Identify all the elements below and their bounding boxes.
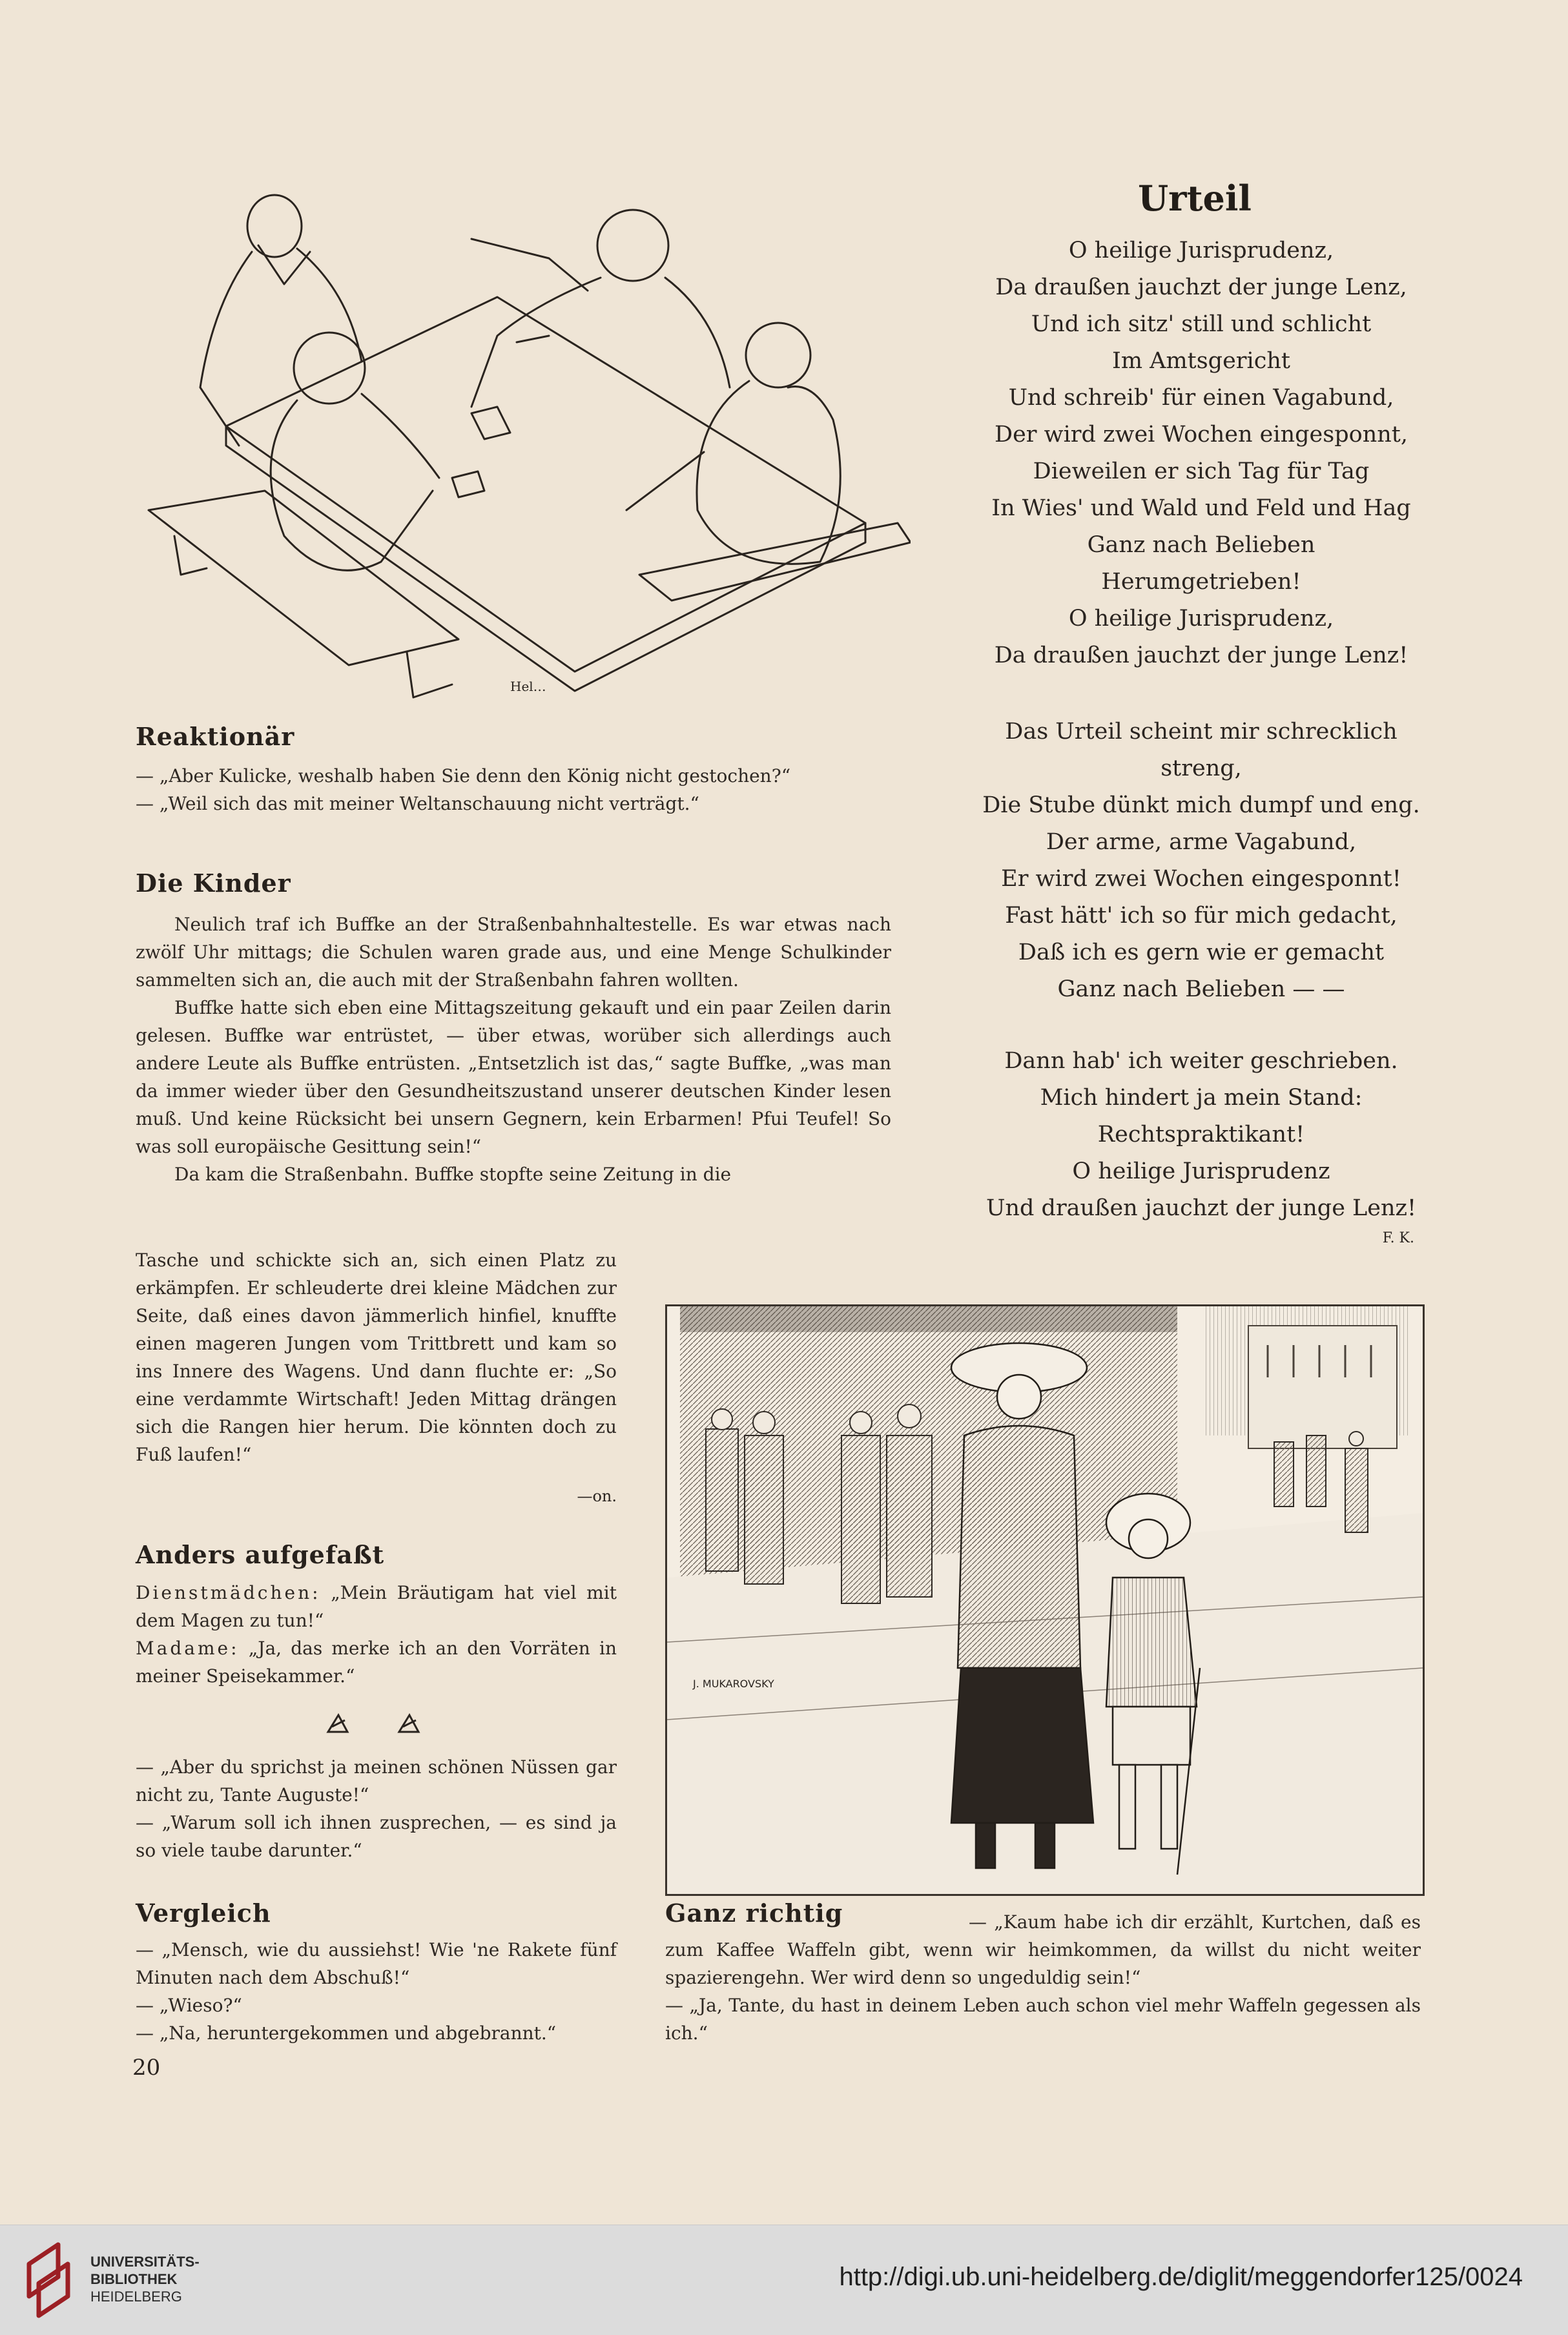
poem-line: Der arme, arme Vagabund, [1046,829,1357,855]
library-name [90,2253,200,2305]
ganz-title: Ganz richtig [665,1898,843,1928]
poem-line: Und schreib' für einen Vagabund, [1008,385,1394,411]
poem-line: In Wies' und Wald und Feld und Hag [991,495,1411,521]
poem-line: Daß ich es gern wie er gemacht [1018,940,1385,965]
dialogue-line: „Mein Bräutigam hat viel mit dem Magen zu tun!“ [136,1582,617,1631]
ganz-text-2: — „Ja, Tante, du hast in deinem Leben auch schon viel mehr Waffeln gegessen als ich.“ [665,1995,1421,2044]
poem-line: Und ich sitz' still und schlicht [1031,311,1372,337]
poem-line: Fast hätt' ich so für mich gedacht, [1005,903,1398,929]
library-name-line: HEIDELBERG [90,2289,182,2305]
reaktionaer-text [136,762,891,818]
poem-line: O heilige Jurisprudenz [1072,1158,1330,1184]
street-scene-drawing [667,1306,1423,1894]
poem-stanza-3 [917,1043,1485,1227]
kinder-text [136,910,891,1188]
poem-line: Der wird zwei Wochen eingesponnt, [995,422,1408,447]
poem-line: Ganz nach Belieben — — [1057,976,1345,1002]
poem-line: O heilige Jurisprudenz, [1068,238,1334,263]
dialogue-line: — „Warum soll ich ihnen zusprechen, — es sind ja so viele taube darunter.“ [136,1812,617,1861]
kinder-signature: —on. [577,1487,617,1505]
kinder-text-continued [136,1246,617,1468]
poem-line: Ganz nach Belieben [1087,532,1315,558]
source-url-link[interactable]: http://digi.ub.uni-heidelberg.de/diglit/meggendorfer125/0024 [839,2263,1523,2291]
kinder-paragraph: Buffke hatte sich eben eine Mittagszeitung gekauft und ein paar Zeilen darin gelesen. Buffke war entrüstet, — über etwas, worüber sich allerdings auch andere Leute als Buffke entrüsten. „Entsetzlich ist das,“ sagte Buffke, „was man da immer wieder über den Gesundheitszustand unserer deutschen Kinder lesen muß. Und keine Rücksicht bei unsern Gegnern, kein Erbarmen! Pfui Teufel! So was soll europäische Gesittung sein!“ [136,997,891,1157]
poem-line: Da draußen jauchzt der junge Lenz! [994,643,1408,668]
poem-line: Die Stube dünkt mich dumpf und eng. [982,792,1420,818]
poem-line: Rechtspraktikant! [1097,1122,1305,1147]
poem-line: Dann hab' ich weiter geschrieben. [1004,1048,1398,1074]
poem-line: Im Amtsgericht [1112,348,1290,374]
poem-line: O heilige Jurisprudenz, [1068,606,1334,632]
page-number: 20 [132,2055,161,2081]
poem-line: Und draußen jauchzt der junge Lenz! [985,1195,1417,1221]
poem-line: Da draußen jauchzt der junge Lenz, [995,274,1407,300]
dialogue-line: — „Wieso?“ [136,1995,242,2016]
reaktionaer-title: Reaktionär [136,722,295,751]
poem-line: Herumgetrieben! [1101,569,1301,595]
dialogue-line: — „Mensch, wie du aussiehst! Wie 'ne Rakete fünf Minuten nach dem Abschuß!“ [136,1939,617,1988]
kinder-title: Die Kinder [136,869,291,898]
card-players-illustration [136,174,911,710]
library-footer [0,2225,1568,2335]
kinder-paragraph: Neulich traf ich Buffke an der Straßenbahnhaltestelle. Es war etwas nach zwölf Uhr mittags; die Schulen waren grade aus, und eine Menge Schulkinder sammelten sich an, die auch mit der Straßenbahn fahren wollten. [136,914,891,991]
ganz-text: — „Kaum habe ich dir erzählt, Kurtchen, daß es zum Kaffee Waffeln gibt, wenn wir heimkommen, da willst du nicht weiter spazierengehn. Wer wird denn so ungeduldig sein!“ [665,1911,1421,1988]
dialogue-line: — „Na, heruntergekommen und abgebrannt.“ [136,2022,557,2044]
poem-line: streng, [1161,756,1242,781]
poem-line: Das Urteil scheint mir schrecklich [1005,719,1398,745]
dialogue-line: — „Aber Kulicke, weshalb haben Sie denn den König nicht gestochen?“ [136,765,791,787]
dialogue-line: — „Aber du sprichst ja meinen schönen Nüssen gar nicht zu, Tante Auguste!“ [136,1756,617,1805]
poem-stanza-2 [917,714,1485,1008]
vergleich-title: Vergleich [136,1898,271,1928]
dialogue-line: „Ja, das merke ich an den Vorräten in meiner Speisekammer.“ [136,1638,617,1687]
library-name-line: UNIVERSITÄTS- [90,2254,200,2270]
speaker-label: Madame: [136,1638,240,1659]
anders-text [136,1579,617,1690]
anders-title: Anders aufgefaßt [136,1540,385,1569]
card-illustration-signature: Hel… [510,679,546,694]
dialogue-line: — „Weil sich das mit meiner Weltanschauung nicht verträgt.“ [136,793,699,814]
poem-stanza-1 [917,232,1485,674]
street-illustration-signature: J. MUKAROVSKY [693,1678,774,1690]
vergleich-text [136,1936,617,2047]
library-logo-icon [19,2238,81,2322]
anders-text-2 [136,1753,617,1864]
section-ornament [323,1711,426,1737]
poem-line: Dieweilen er sich Tag für Tag [1033,458,1370,484]
street-scene-illustration [665,1304,1425,1896]
library-name-line: BIBLIOTHEK [90,2271,178,2287]
poem-title: Urteil [1138,178,1252,219]
kinder-paragraph: Da kam die Straßenbahn. Buffke stopfte seine Zeitung in die [174,1164,732,1185]
poem-line: Er wird zwei Wochen eingesponnt! [1001,866,1401,892]
kinder-paragraph: Tasche und schickte sich an, sich einen Platz zu erkämpfen. Er schleuderte drei kleine Mädchen zur Seite, daß eines davon jämmerlich hinfiel, knuffte einen mageren Jungen vom Trittbrett und kam so ins Innere des Wagens. Und dann fluchte er: „So eine verdammte Wirtschaft! Jeden Mittag drängen sich die Rangen hier herum. Die könnten doch zu Fuß laufen!“ [136,1250,617,1465]
speaker-label: Dienstmädchen: [136,1582,321,1603]
poem-line: Mich hindert ja mein Stand: [1040,1085,1363,1111]
poem-signature: F. K. [1382,1230,1414,1246]
